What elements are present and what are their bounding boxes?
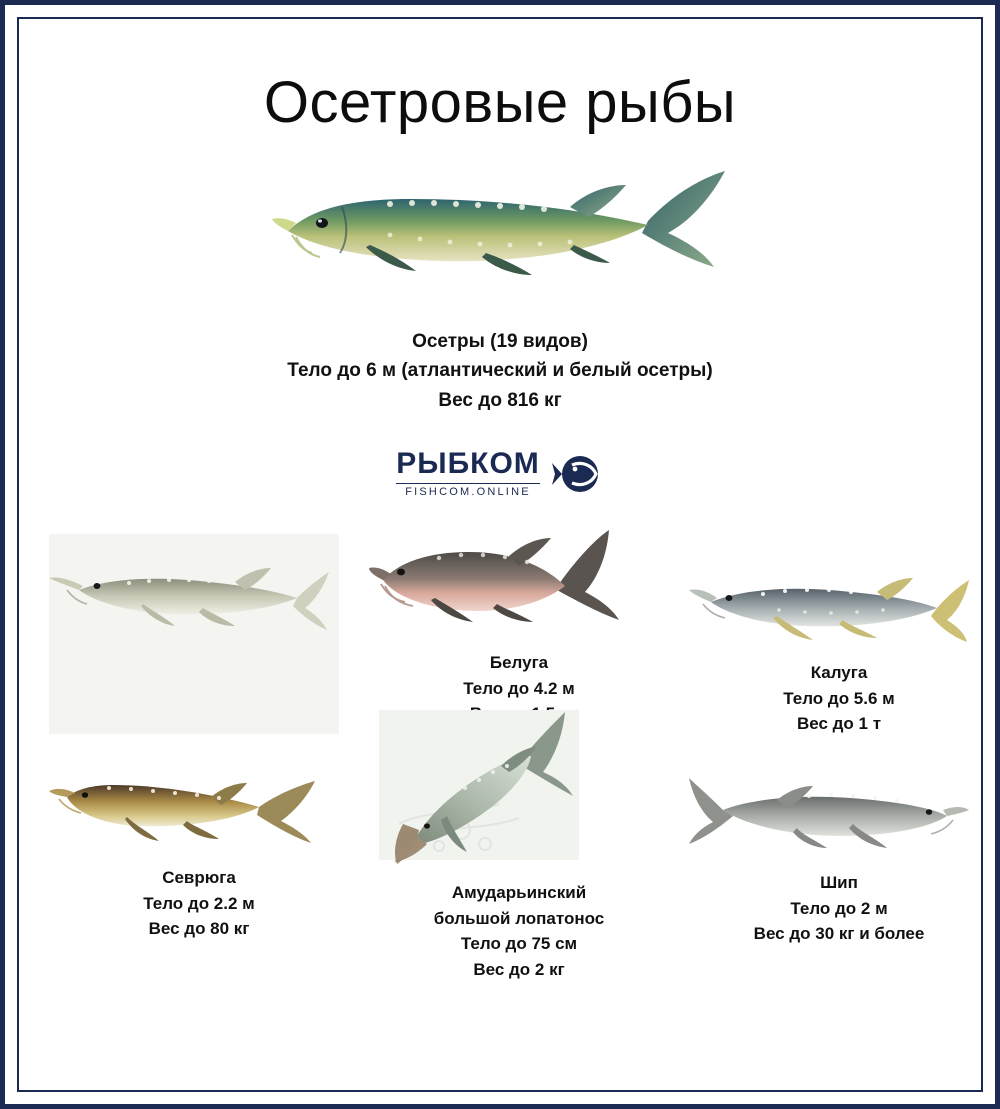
- hero-weight: Вес до 816 кг: [438, 389, 562, 411]
- species-caption-kaluga: [689, 660, 983, 737]
- stellate-sturgeon-illustration: [49, 749, 349, 859]
- species-card-lopatonos: [369, 704, 669, 982]
- species-name: Белуга: [489, 653, 549, 673]
- beluga-illustration: [369, 514, 669, 644]
- species-name: Шип: [820, 873, 858, 893]
- fish-logo-icon: [550, 453, 604, 495]
- species-card-sterlyad: [49, 534, 349, 727]
- species-grid: [19, 524, 981, 1024]
- hero-name: Осетры (19 видов): [412, 330, 588, 352]
- species-caption-ship: [689, 870, 983, 947]
- amu-darya-shovelnose-illustration: [369, 704, 669, 874]
- species-weight: Вес до 2 кг: [473, 959, 565, 979]
- species-weight: Вес до 1 т: [796, 714, 882, 734]
- hero-caption: [287, 327, 712, 415]
- species-weight: Вес до 30 кг и более: [753, 924, 925, 944]
- kaluga-illustration: [689, 544, 983, 654]
- species-length: Тело до 4.2 м: [463, 678, 575, 698]
- species-card-kaluga: [689, 544, 983, 737]
- ship-sturgeon-illustration: [689, 754, 983, 864]
- hero-length: Тело до 6 м (атлантический и белый осетры): [287, 360, 713, 382]
- species-length: Тело до 75 см: [460, 934, 578, 954]
- sterlet-illustration: [49, 534, 349, 644]
- sturgeon-illustration: [270, 159, 730, 309]
- species-name-line1: Амударьинский: [451, 883, 587, 903]
- poster-inner-frame: [17, 17, 983, 1092]
- logo-text-sub: FISHCOM.ONLINE: [396, 483, 540, 498]
- species-card-sevryuga: [49, 749, 349, 942]
- species-card-beluga: [369, 514, 669, 727]
- species-caption-lopatonos: [369, 880, 669, 982]
- species-length: Тело до 2 м: [790, 898, 888, 918]
- species-length: Тело до 2.2 м: [143, 893, 255, 913]
- page-title: Осетровые рыбы: [263, 70, 737, 135]
- species-card-ship: [689, 754, 983, 947]
- species-name-line2: большой лопатонос: [433, 908, 605, 928]
- species-length: Тело до 5.6 м: [783, 688, 895, 708]
- species-name: Севрюга: [162, 868, 236, 888]
- logo-text-main: РЫБКОМ: [396, 447, 540, 481]
- hero-block: [19, 159, 981, 415]
- brand-logo[interactable]: [19, 449, 981, 498]
- species-caption-sevryuga: [49, 865, 349, 942]
- species-weight: Вес до 80 кг: [148, 919, 250, 939]
- species-name: Калуга: [810, 663, 868, 683]
